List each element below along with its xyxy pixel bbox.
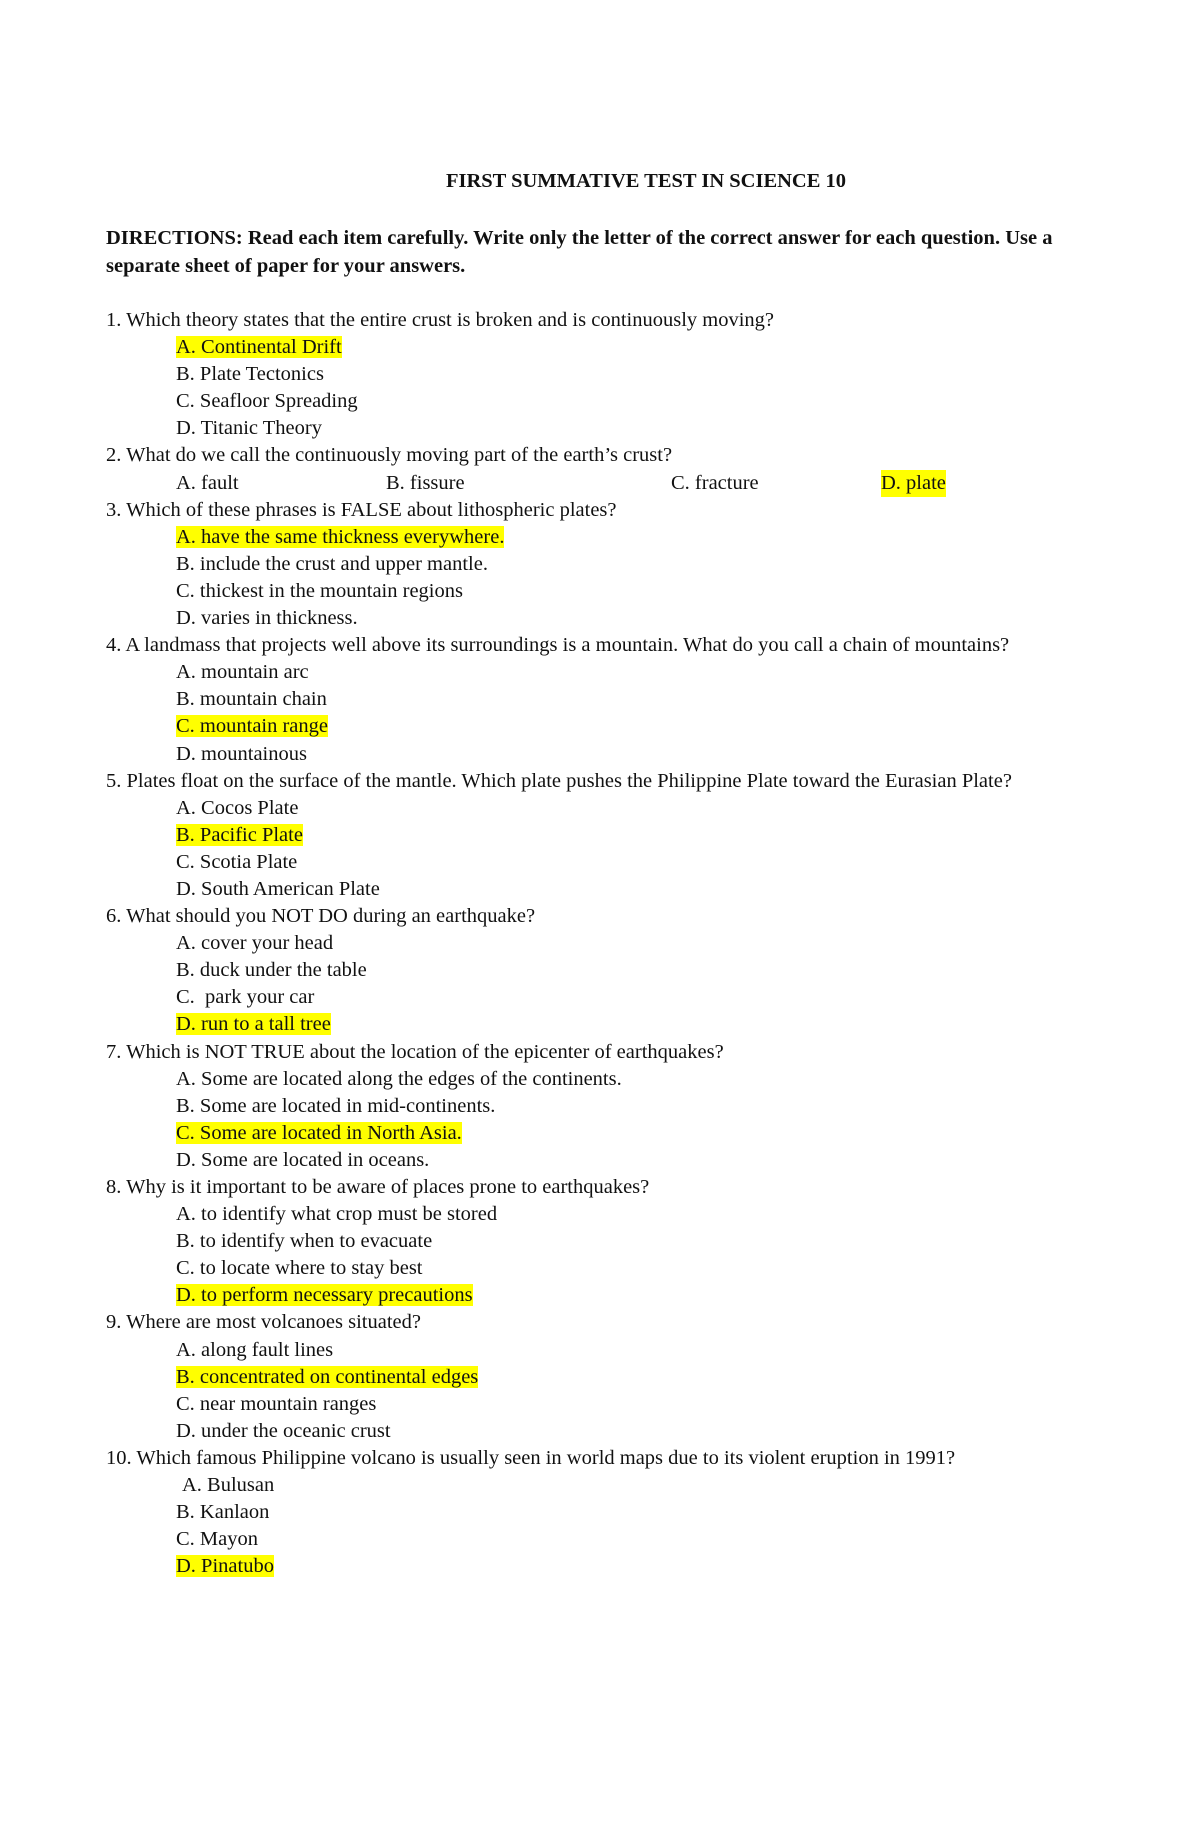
answer-option: A. Some are located along the edges of the continents.	[176, 1067, 622, 1090]
highlighted-answer: B. Pacific Plate	[176, 823, 303, 846]
highlighted-answer: D. plate	[881, 470, 946, 497]
answer-option: B. fissure	[386, 471, 465, 494]
question-text: 2. What do we call the continuously moving part of the earth’s crust?	[106, 444, 673, 467]
question-block	[106, 497, 1106, 632]
answer-option: D. Some are located in oceans.	[176, 1148, 430, 1171]
answer-option: A. Bulusan	[182, 1474, 275, 1497]
answer-option: C. fracture	[671, 471, 759, 494]
highlighted-answer: A. Continental Drift	[176, 336, 342, 359]
highlighted-answer: A. have the same thickness everywhere.	[176, 525, 505, 548]
question-block	[106, 632, 1106, 767]
question-block	[106, 307, 1106, 442]
answer-option: B. to identify when to evacuate	[176, 1230, 433, 1253]
answer-option	[106, 822, 1106, 849]
question-block	[106, 442, 1106, 496]
answer-option	[106, 1364, 1106, 1391]
answer-option: C. Seafloor Spreading	[176, 390, 358, 413]
answer-option: B. duck under the table	[176, 959, 367, 982]
question-text: 5. Plates float on the surface of the mantle. Which plate pushes the Philippine Plate toward the Eurasian Plate?	[106, 769, 1012, 792]
answer-option: A. mountain arc	[176, 661, 309, 684]
answer-option: C. near mountain ranges	[176, 1392, 377, 1415]
answer-option: C. Scotia Plate	[176, 850, 298, 873]
question-block	[106, 903, 1106, 1038]
answer-option: B. Plate Tectonics	[176, 363, 324, 386]
answer-option: D. under the oceanic crust	[176, 1419, 391, 1442]
directions-text: DIRECTIONS: Read each item carefully. Write only the letter of the correct answer for each question. Use a separate sheet of paper for your answers.	[106, 227, 1053, 277]
answer-option: C. park your car	[176, 986, 315, 1009]
question-text: 4. A landmass that projects well above its surroundings is a mountain. What do you call a chain of mountains?	[106, 634, 1010, 657]
answer-option	[106, 334, 1106, 361]
answer-option: D. varies in thickness.	[176, 607, 358, 630]
answer-option: B. Some are located in mid-continents.	[176, 1094, 496, 1117]
answer-option: D. mountainous	[176, 742, 307, 765]
question-block	[106, 1174, 1106, 1309]
highlighted-answer: B. concentrated on continental edges	[176, 1365, 479, 1388]
answer-option: C. Mayon	[176, 1528, 258, 1551]
answer-option: B. Kanlaon	[176, 1501, 270, 1524]
answer-option	[106, 1120, 1106, 1147]
answer-option: A. to identify what crop must be stored	[176, 1203, 498, 1226]
answer-options-row	[106, 470, 1106, 497]
answer-option: A. cover your head	[176, 932, 334, 955]
highlighted-answer: C. mountain range	[176, 715, 329, 738]
answer-option: C. thickest in the mountain regions	[176, 579, 463, 602]
answer-option: A. along fault lines	[176, 1338, 334, 1361]
question-text: 3. Which of these phrases is FALSE about lithospheric plates?	[106, 498, 617, 521]
answer-option: D. South American Plate	[176, 877, 380, 900]
highlighted-answer: C. Some are located in North Asia.	[176, 1121, 462, 1144]
answer-option: B. include the crust and upper mantle.	[176, 552, 488, 575]
answer-option	[106, 1282, 1106, 1309]
question-text: 10. Which famous Philippine volcano is usually seen in world maps due to its violent eruption in 1991?	[106, 1446, 956, 1469]
highlighted-answer: D. run to a tall tree	[176, 1013, 331, 1036]
answer-option: A. fault	[176, 471, 239, 494]
question-block	[106, 1445, 1106, 1580]
answer-option: B. mountain chain	[176, 688, 327, 711]
answer-option: D. Titanic Theory	[176, 417, 322, 440]
question-text: 8. Why is it important to be aware of places prone to earthquakes?	[106, 1176, 650, 1198]
page-title: FIRST SUMMATIVE TEST IN SCIENCE 10	[445, 170, 847, 192]
test-content	[106, 168, 1106, 1580]
question-text: 1. Which theory states that the entire crust is broken and is continuously moving?	[106, 309, 775, 331]
answer-option	[106, 1553, 1106, 1580]
highlighted-answer: D. to perform necessary precautions	[176, 1284, 473, 1307]
question-block	[106, 1309, 1106, 1444]
question-text: 7. Which is NOT TRUE about the location of the epicenter of earthquakes?	[106, 1040, 724, 1063]
question-block	[106, 1039, 1106, 1174]
question-text: 6. What should you NOT DO during an earthquake?	[106, 905, 536, 928]
answer-option	[106, 713, 1106, 740]
highlighted-answer: D. Pinatubo	[176, 1555, 274, 1578]
question-text: 9. Where are most volcanoes situated?	[106, 1311, 421, 1334]
answer-option: A. Cocos Plate	[176, 796, 299, 819]
answer-option: C. to locate where to stay best	[176, 1257, 423, 1280]
question-block	[106, 768, 1106, 903]
answer-option	[106, 1011, 1106, 1038]
answer-option	[106, 524, 1106, 551]
